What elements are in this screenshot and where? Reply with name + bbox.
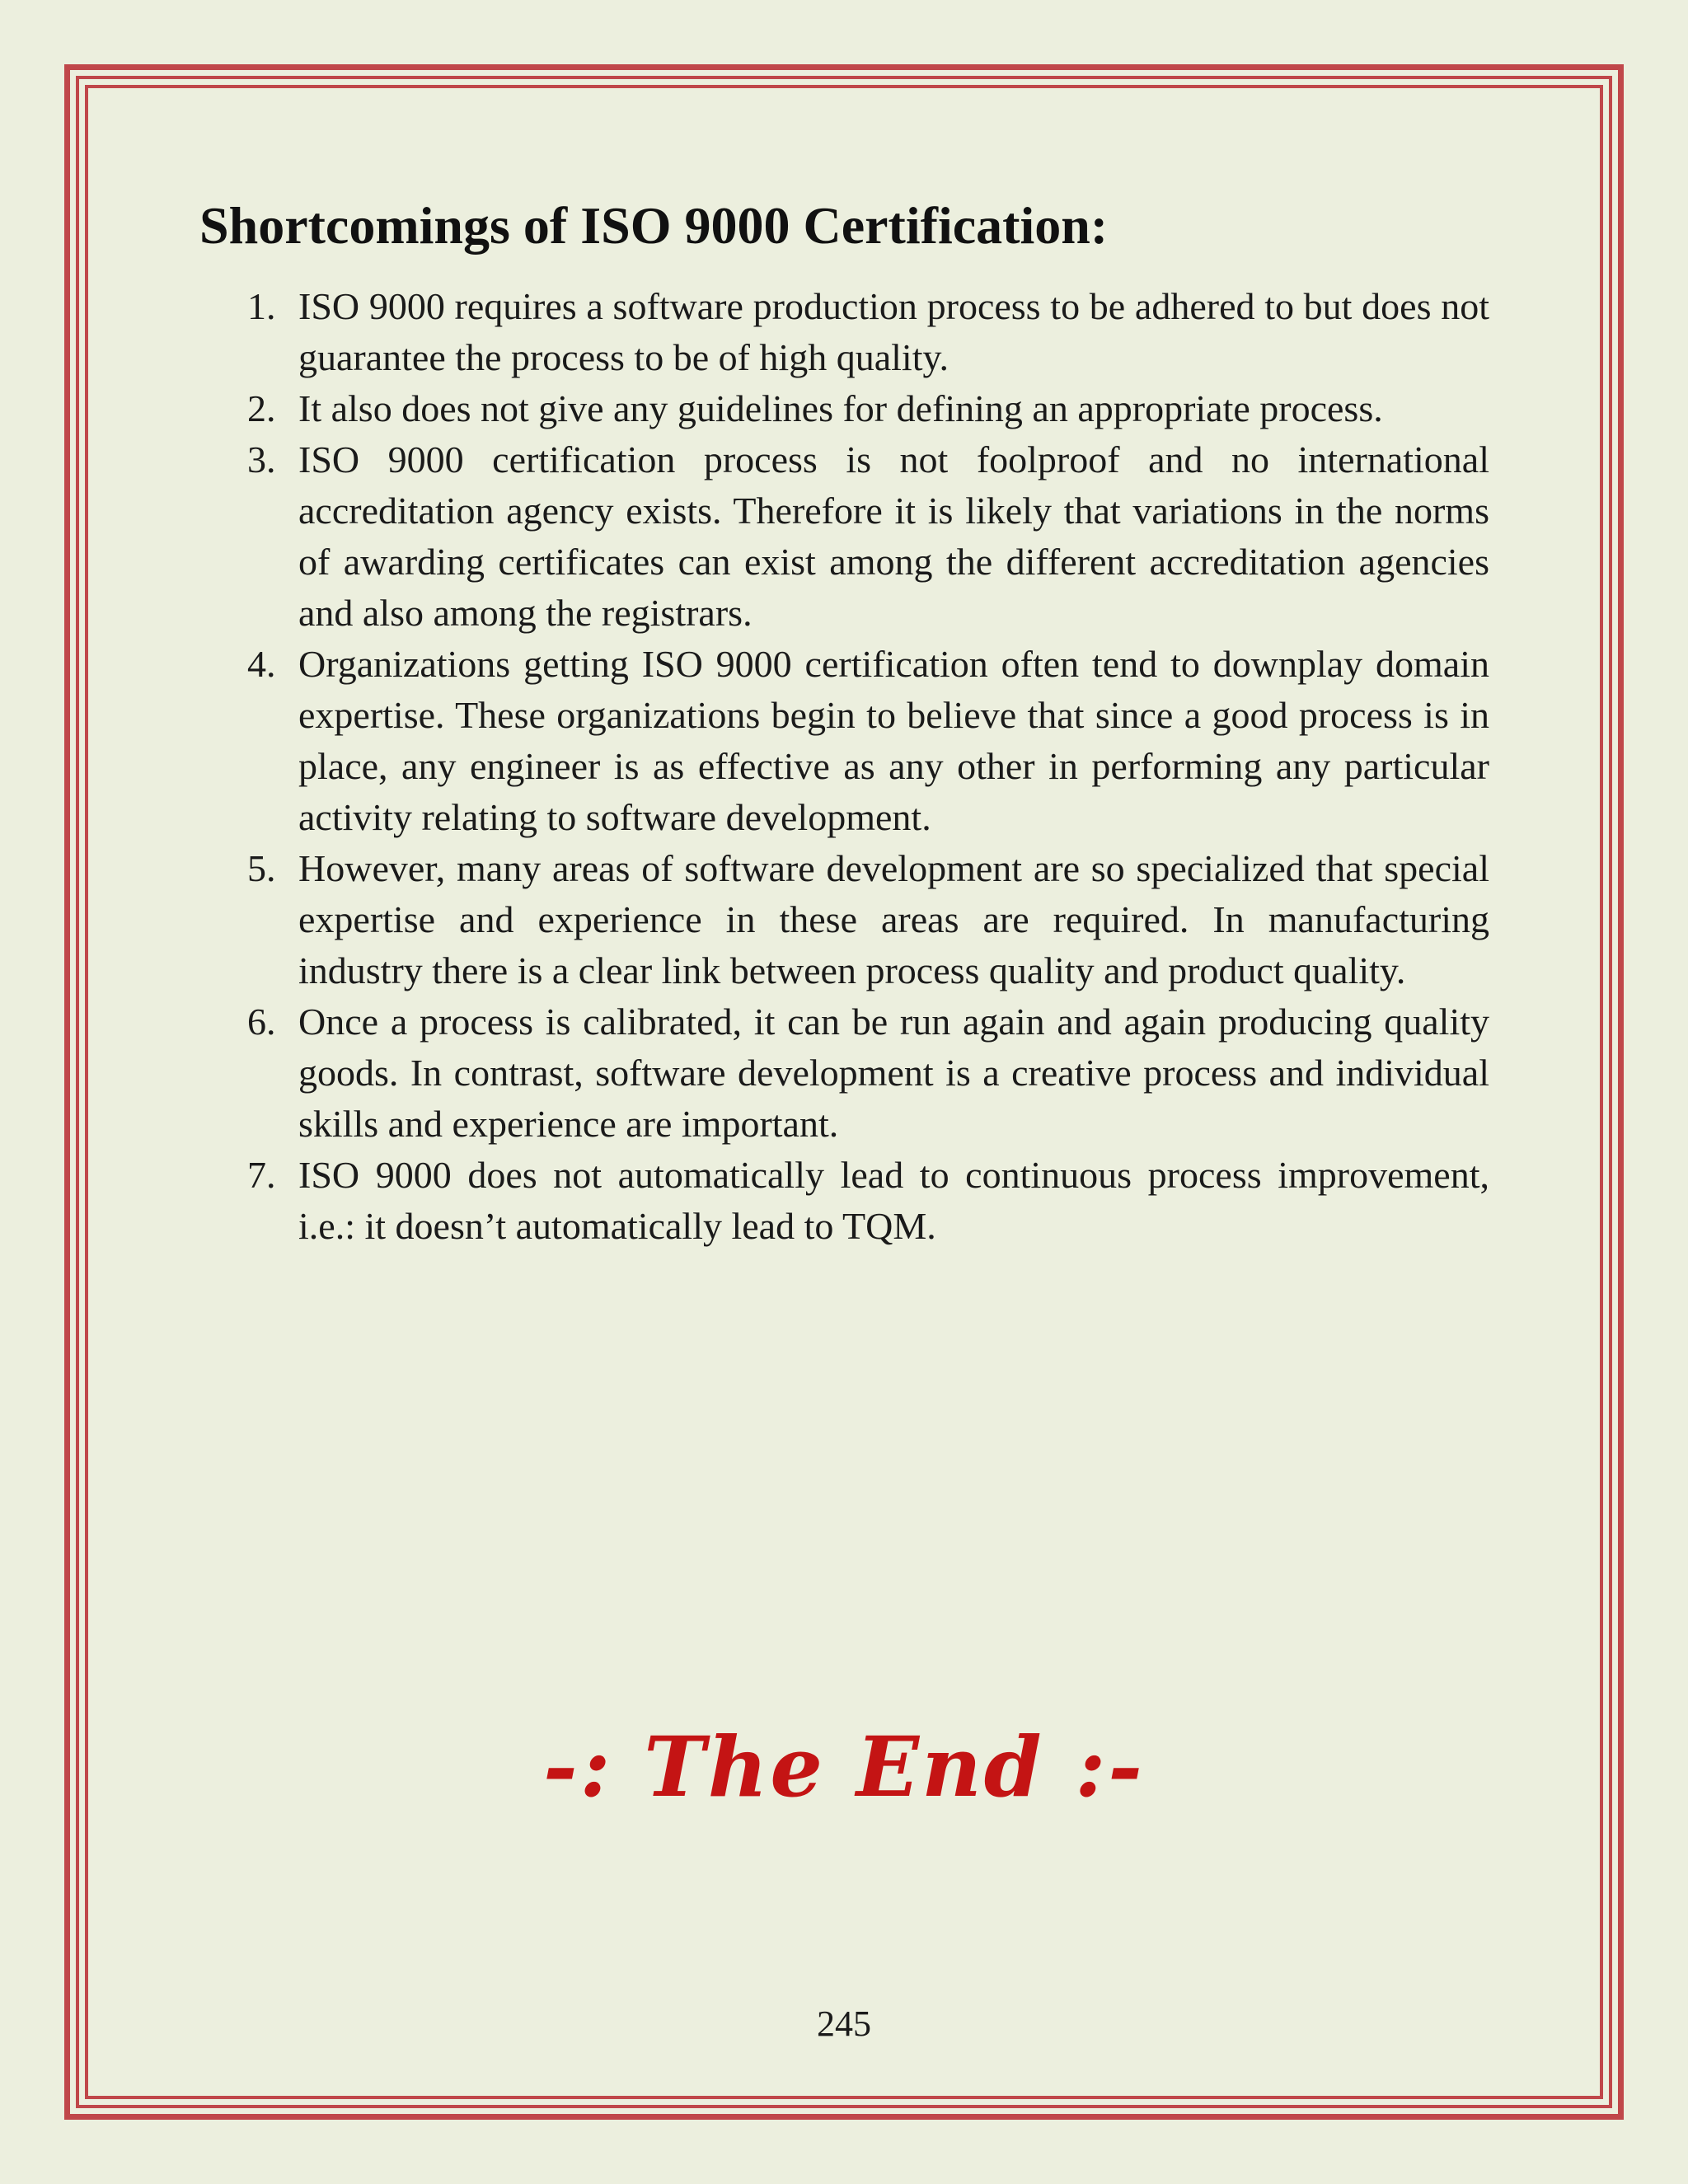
list-item	[199, 434, 1489, 639]
list-item-number: 2.	[247, 387, 276, 429]
list-item-number: 4.	[247, 642, 276, 685]
list-item-text: However, many areas of software development are so specialized that special expertise and experience in these areas are required. In manufacturing industry there is a clear link between process quality and product quality.	[298, 846, 1489, 991]
list-item	[199, 639, 1489, 843]
list-item-number: 7.	[247, 1153, 276, 1196]
list-item-text: It also does not give any guidelines for defining an appropriate process.	[298, 387, 1383, 429]
list-item	[199, 1150, 1489, 1252]
list-item-text: Organizations getting ISO 9000 certification often tend to downplay domain expertise. These organizations begin to believe that since a good process is in place, any engineer is as effective as any other in performing any particular activity relating to software development.	[298, 642, 1489, 838]
list-item-text: ISO 9000 requires a software production process to be adhered to but does not guarantee the process to be of high quality.	[298, 284, 1489, 378]
list-item-text: ISO 9000 does not automatically lead to continuous process improvement, i.e.: it doesn’t automatically lead to TQM.	[298, 1153, 1489, 1247]
list-item	[199, 996, 1489, 1150]
the-end-text: -: The End :-	[543, 1718, 1145, 1816]
list-item-text: Once a process is calibrated, it can be run again and again producing quality goods. In contrast, software development is a creative process and individual skills and experience are important.	[298, 1000, 1489, 1145]
shortcomings-list	[199, 281, 1489, 1252]
list-item	[199, 843, 1489, 996]
list-item-text: ISO 9000 certification process is not foolproof and no international accreditation agency exists. Therefore it is likely that variations in the norms of awarding certificates can exist among the different accreditation agencies and also among the registrars.	[298, 438, 1489, 634]
list-item-number: 1.	[247, 284, 276, 327]
list-item	[199, 383, 1489, 434]
list-item-number: 3.	[247, 438, 276, 480]
list-item	[199, 281, 1489, 383]
list-item-number: 6.	[247, 1000, 276, 1043]
list-item-number: 5.	[247, 846, 276, 889]
section-heading: Shortcomings of ISO 9000 Certification:	[199, 196, 1109, 255]
page-content	[199, 194, 1489, 1252]
page-number: 245	[817, 2004, 871, 2044]
